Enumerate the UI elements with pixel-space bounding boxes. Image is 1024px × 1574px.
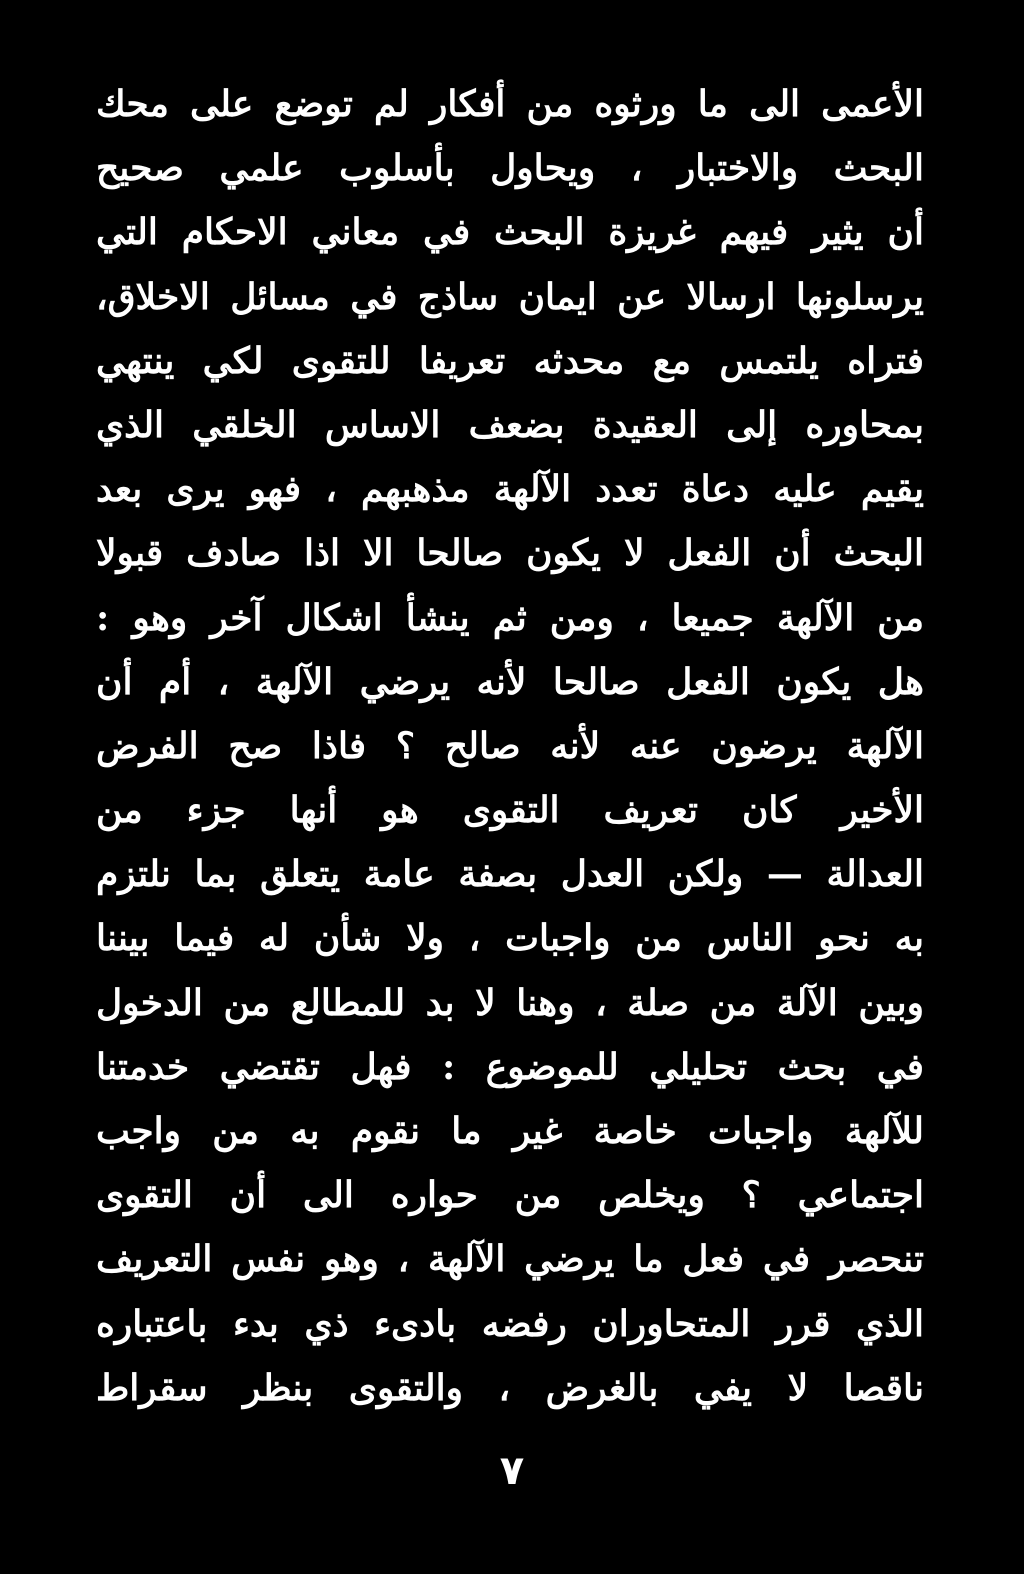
text-line: ناقصا لا يفي بالغرض ، والتقوى بنظر سقراط [96, 1366, 924, 1409]
text-line: البحث والاختبار ، ويحاول بأسلوب علمي صحيح [96, 147, 924, 190]
body-text [96, 72, 924, 1420]
text-line: وبين الآلة من صلة ، وهنا لا بد للمطالع من الدخول [96, 981, 924, 1024]
text-line: بمحاوره إلى العقيدة بضعف الاساس الخلقي الذي [96, 403, 924, 446]
text-line: اجتماعي ؟ ويخلص من حواره الى أن التقوى [96, 1174, 924, 1217]
text-line: يرسلونها ارسالا عن ايمان ساذج في مسائل الاخلاق، [96, 275, 924, 318]
text-line: من الآلهة جميعا ، ومن ثم ينشأ اشكال آخر وهو : [96, 596, 924, 639]
text-line: به نحو الناس من واجبات ، ولا شأن له فيما بيننا [96, 917, 924, 960]
text-line: البحث أن الفعل لا يكون صالحا الا اذا صادف قبولا [96, 532, 924, 575]
text-line: أن يثير فيهم غريزة البحث في معاني الاحكام التي [96, 211, 924, 254]
text-line: الذي قرر المتحاوران رفضه بادىء ذي بدء باعتباره [96, 1302, 924, 1345]
text-line: الأعمى الى ما ورثوه من أفكار لم توضع على محك [96, 83, 924, 125]
text-line: للآلهة واجبات خاصة غير ما نقوم به من واجب [96, 1110, 924, 1152]
text-line: تنحصر في فعل ما يرضي الآلهة ، وهو نفس التعريف [96, 1238, 924, 1281]
text-line: في بحث تحليلي للموضوع : فهل تقتضي خدمتنا [96, 1045, 924, 1088]
text-line: العدالة — ولكن العدل بصفة عامة يتعلق بما نلتزم [96, 853, 924, 896]
text-line: فتراه يلتمس مع محدثه تعريفا للتقوى لكي ينتهي [96, 339, 924, 382]
text-line: يقيم عليه دعاة تعدد الآلهة مذهبهم ، فهو يرى بعد [96, 468, 924, 511]
page-number: ٧ [499, 1448, 525, 1494]
text-line: هل يكون الفعل صالحا لأنه يرضي الآلهة ، أم أن [96, 660, 924, 703]
text-line: الأخير كان تعريف التقوى هو أنها جزء من [96, 789, 924, 832]
text-line: الآلهة يرضون عنه لأنه صالح ؟ فاذا صح الفرض [96, 724, 924, 767]
